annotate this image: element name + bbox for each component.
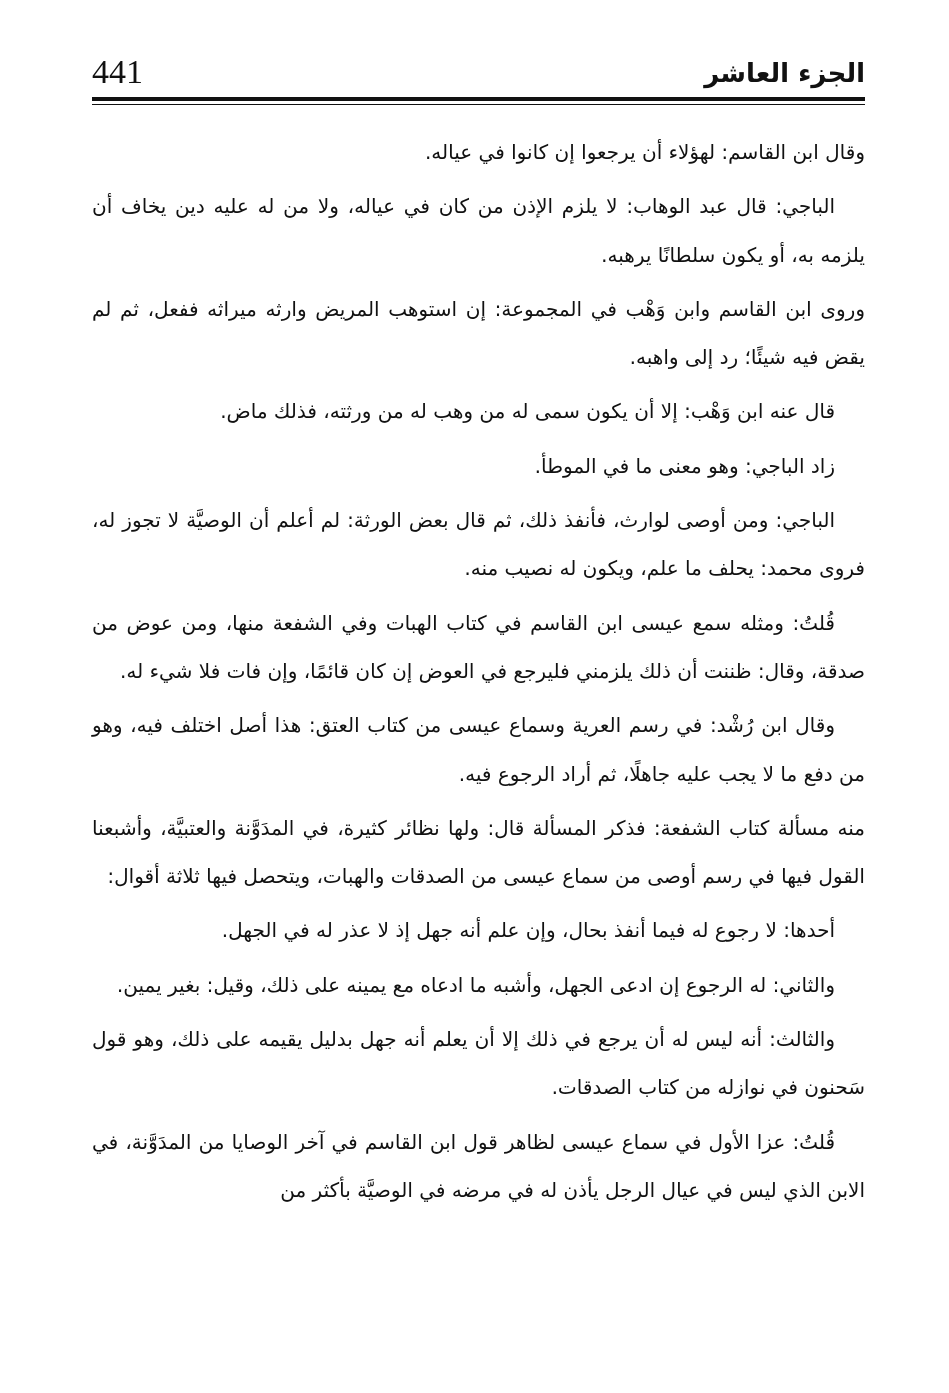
paragraph: والثالث: أنه ليس له أن يرجع في ذلك إلا أن يعلم أنه جهل بدليل يقيمه على ذلك، وهو قول سَحنون في نوازله من كتاب الصدقات. <box>92 1027 865 1100</box>
page-header <box>92 52 865 102</box>
body-text <box>92 128 865 1220</box>
header-rule-thin <box>92 104 865 105</box>
running-title: الجزء العاشر <box>704 59 865 89</box>
paragraph: قُلتُ: عزا الأول في سماع عيسى لظاهر قول ابن القاسم في آخر الوصايا من المدَوَّنة، في الابن الذي ليس في عيال الرجل يأذن له في مرضه في الوصيَّة بأكثر من <box>92 1129 865 1202</box>
paragraph: الباجي: قال عبد الوهاب: لا يلزم الإذن من كان في عياله، ولا من له عليه دين يخاف أن يلزمه به، أو يكون سلطانًا يرهبه. <box>92 194 865 267</box>
paragraph: وقال ابن رُشْد: في رسم العرية وسماع عيسى من كتاب العتق: هذا أصل اختلف فيه، وهو من دفع ما لا يجب عليه جاهلًا، ثم أراد الرجوع فيه. <box>92 713 865 786</box>
paragraph: قُلتُ: ومثله سمع عيسى ابن القاسم في كتاب الهبات وفي الشفعة منها، ومن عوض من صدقة، وقال: ظننت أن ذلك يلزمني فليرجع في العوض إن كان قائمًا، وإن فات فلا شيء له. <box>92 610 865 683</box>
paragraph: منه مسألة كتاب الشفعة: فذكر المسألة قال: ولها نظائر كثيرة، في المدَوَّنة والعتبيَّة، وأشبعنا القول فيها في رسم أوصى من سماع عيسى من الصدقات والهبات، ويتحصل فيها ثلاثة أقوال: <box>92 815 865 889</box>
header-rule-thick <box>92 97 865 101</box>
paragraph: الباجي: ومن أوصى لوارث، فأنفذ ذلك، ثم قال بعض الورثة: لم أعلم أن الوصيَّة لا تجوز له، فروى محمد: يحلف ما علم، ويكون له نصيب منه. <box>92 508 865 581</box>
page-number: 441 <box>92 54 143 91</box>
paragraph: وروى ابن القاسم وابن وَهْب في المجموعة: إن استوهب المريض وارثه ميراثه ففعل، ثم لم يقض فيه شيئًا؛ رد إلى واهبه. <box>92 296 865 370</box>
paragraph: أحدها: لا رجوع له فيما أنفذ بحال، وإن علم أنه جهل إذ لا عذر له في الجهل. <box>221 918 835 943</box>
paragraph: قال عنه ابن وَهْب: إلا أن يكون سمى له من وهب له من ورثته، فذلك ماض. <box>220 399 835 424</box>
paragraph: زاد الباجي: وهو معنى ما في الموطأ. <box>534 453 835 478</box>
paragraph: وقال ابن القاسم: لهؤلاء أن يرجعوا إن كانوا في عياله. <box>424 140 865 164</box>
paragraph: والثاني: له الرجوع إن ادعى الجهل، وأشبه ما ادعاه مع يمينه على ذلك، وقيل: بغير يمين. <box>116 972 835 997</box>
